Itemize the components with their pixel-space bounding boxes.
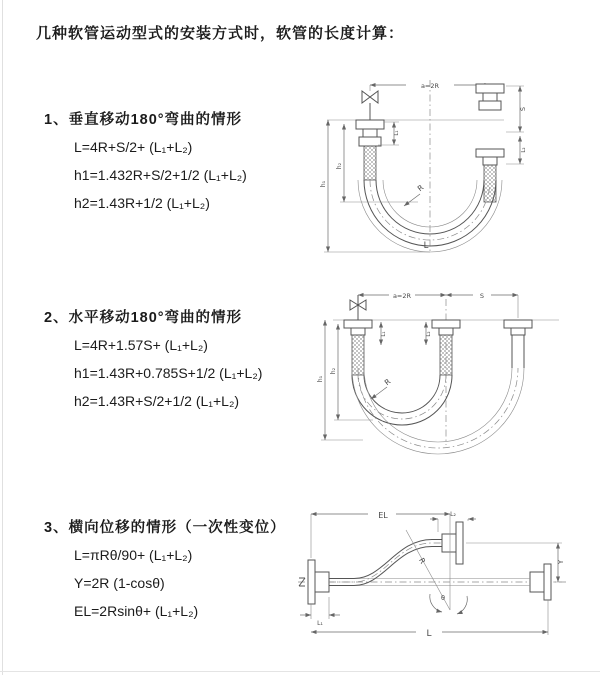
dim-label-l1: L₁ — [317, 620, 323, 627]
page-title: 几种软管运动型式的安装方式时，软管的长度计算： — [36, 25, 405, 42]
dimension-l1 — [300, 597, 340, 627]
radius-callout — [371, 377, 392, 399]
section-3-formulas — [74, 541, 198, 625]
dim-label-l2: L₂ — [426, 331, 432, 337]
dimension-l1 — [381, 322, 387, 345]
diagram-2-svg — [313, 283, 565, 460]
dimension-l2 — [506, 136, 527, 164]
dim-label-h1: h₁ — [320, 180, 327, 188]
formula-line: h2=1.43R+S/2+1/2 (L₁+L₂) — [74, 393, 240, 409]
hose-arc-outer-wall — [352, 375, 452, 425]
dim-label-s: S — [519, 106, 527, 112]
dimension-s — [506, 86, 527, 132]
valve-icon — [362, 91, 378, 120]
hose-s-curve-bottom-wall — [329, 547, 442, 586]
braid-section — [364, 146, 376, 180]
dim-label-l2: L₂ — [450, 511, 456, 518]
valve-icon — [350, 295, 366, 320]
dim-label-l2: L₂ — [521, 147, 527, 153]
diagram-horizontal-180-bend — [313, 283, 565, 465]
section-1-formulas — [74, 133, 247, 217]
dim-label-h2: h₂ — [336, 162, 343, 170]
angle-theta — [430, 594, 467, 614]
centerlines — [327, 80, 504, 254]
dim-label-a2r: a=2R — [392, 292, 412, 300]
dimension-s — [446, 292, 518, 318]
dimension-h2 — [330, 324, 373, 420]
hose-s-curve-centerline — [329, 543, 442, 582]
dim-label-r: R — [416, 556, 428, 566]
formula-line: EL=2Rsinθ+ (L₁+L₂) — [74, 603, 199, 619]
scan-edge-left — [2, 0, 3, 675]
braid-section — [440, 335, 452, 375]
formula-line: L=4R+S/2+ (L₁+L₂) — [74, 139, 193, 155]
dimension-l2 — [426, 322, 432, 345]
hose-assembly — [344, 320, 532, 454]
diagram-lateral-displacement — [296, 502, 583, 654]
formula-line: L=4R+1.57S+ (L₁+L₂) — [74, 337, 208, 353]
dimension-a2r — [358, 292, 446, 300]
dim-label-el: EL — [378, 511, 388, 520]
dim-label-r: R — [382, 376, 393, 388]
formula-line: Y=2R (1-cosθ) — [74, 575, 165, 591]
scan-edge-bottom — [0, 671, 600, 672]
dim-label-a2r: a=2R — [420, 82, 440, 90]
formula-line: L=πRθ/90+ (L₁+L₂) — [74, 547, 193, 563]
formula-line: h1=1.43R+0.785S+1/2 (L₁+L₂) — [74, 365, 263, 381]
dim-label-y: Y — [557, 559, 565, 565]
radius-callout — [404, 183, 425, 206]
dim-label-r: R — [415, 182, 426, 194]
diagram-vertical-180-bend — [318, 72, 550, 262]
dimension-l — [311, 600, 548, 639]
dim-label-theta: θ — [441, 594, 445, 602]
hose-leg-position2 — [512, 335, 524, 368]
section-3-heading: 3、横向位移的情形（一次性变位） — [44, 520, 286, 536]
dim-label-l: L — [426, 629, 432, 639]
dimension-el — [311, 511, 450, 610]
dim-label-h1: h₁ — [317, 375, 324, 383]
dim-label-l1: L₁ — [381, 331, 387, 337]
dim-label-h2: h₂ — [330, 367, 337, 375]
dim-label-s: S — [479, 292, 485, 300]
diagram-1-svg — [318, 72, 550, 257]
dimension-a2r — [370, 82, 490, 91]
centerlines — [298, 578, 566, 586]
formula-line: h1=1.432R+S/2+1/2 (L₁+L₂) — [74, 167, 247, 183]
section-2-heading: 2、水平移动180°弯曲的情形 — [44, 310, 243, 326]
hose-assembly — [308, 522, 551, 604]
dim-label-l1: L₁ — [394, 130, 400, 136]
section-1-heading: 1、垂直移动180°弯曲的情形 — [44, 112, 243, 128]
formula-line: h2=1.43R+1/2 (L₁+L₂) — [74, 195, 210, 211]
dim-label-l: L — [423, 241, 429, 251]
diagram-3-svg — [296, 502, 583, 649]
section-2-formulas — [74, 331, 262, 415]
